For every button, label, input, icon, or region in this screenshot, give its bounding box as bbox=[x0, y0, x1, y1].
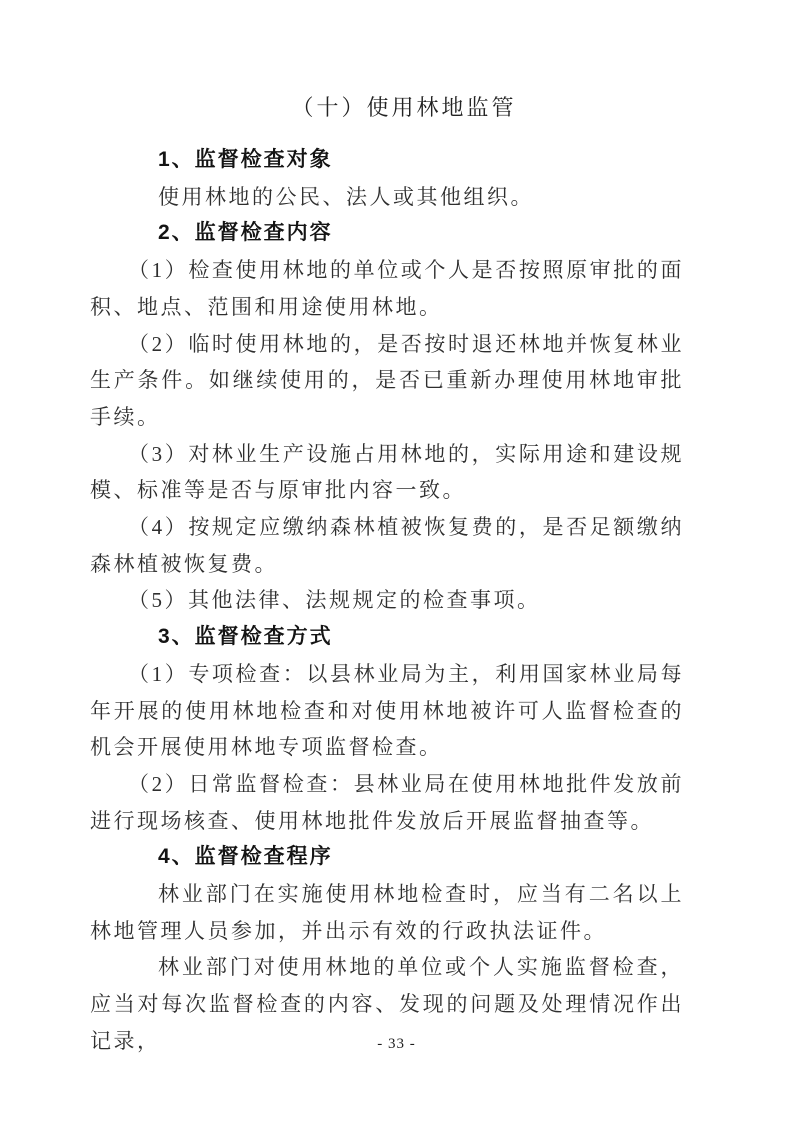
document-content bbox=[90, 86, 684, 1060]
section-heading: 4、监督检查程序 bbox=[158, 845, 333, 869]
section-heading: 3、监督检查方式 bbox=[158, 625, 333, 649]
section-heading: 1、监督检查对象 bbox=[158, 148, 333, 171]
paragraph: （4）按规定应缴纳森林植被恢复费的，是否足额缴纳森林植被恢复费。 bbox=[90, 515, 684, 576]
paragraph: （5）其他法律、法规规定的检查事项。 bbox=[128, 588, 541, 613]
document-title: （十）使用林地监管 bbox=[291, 95, 517, 120]
section-1 bbox=[90, 142, 684, 215]
paragraph: 林业部门在实施使用林地检查时，应当有二名以上林地管理人员参加，并出示有效的行政执法证件。 bbox=[90, 882, 684, 943]
paragraph: （1）专项检查：以县林业局为主，利用国家林业局每年开展的使用林地检查和对使用林地被许可人监督检查的机会开展使用林地专项监督检查。 bbox=[90, 661, 684, 760]
paragraph: 使用林地的公民、法人或其他组织。 bbox=[158, 184, 534, 209]
section-heading: 2、监督检查内容 bbox=[158, 221, 333, 245]
section-3 bbox=[90, 619, 684, 839]
paragraph: （2）日常监督检查：县林业局在使用林地批件发放前进行现场核查、使用林地批件发放后开展监督抽查等。 bbox=[90, 771, 684, 833]
section-2 bbox=[90, 215, 684, 619]
paragraph: （2）临时使用林地的，是否按时退还林地并恢复林业生产条件。如继续使用的，是否已重新办理使用林地审批手续。 bbox=[90, 331, 684, 429]
page-number: - 33 - bbox=[377, 1036, 416, 1052]
paragraph: （3）对林业生产设施占用林地的，实际用途和建设规模、标准等是否与原审批内容一致。 bbox=[90, 441, 684, 503]
paragraph: 林业部门对使用林地的单位或个人实施监督检查，应当对每次监督检查的内容、发现的问题及处理情况作出记录， bbox=[90, 955, 684, 1053]
section-4 bbox=[90, 839, 684, 1059]
paragraph: （1）检查使用林地的单位或个人是否按照原审批的面积、地点、范围和用途使用林地。 bbox=[90, 258, 684, 319]
